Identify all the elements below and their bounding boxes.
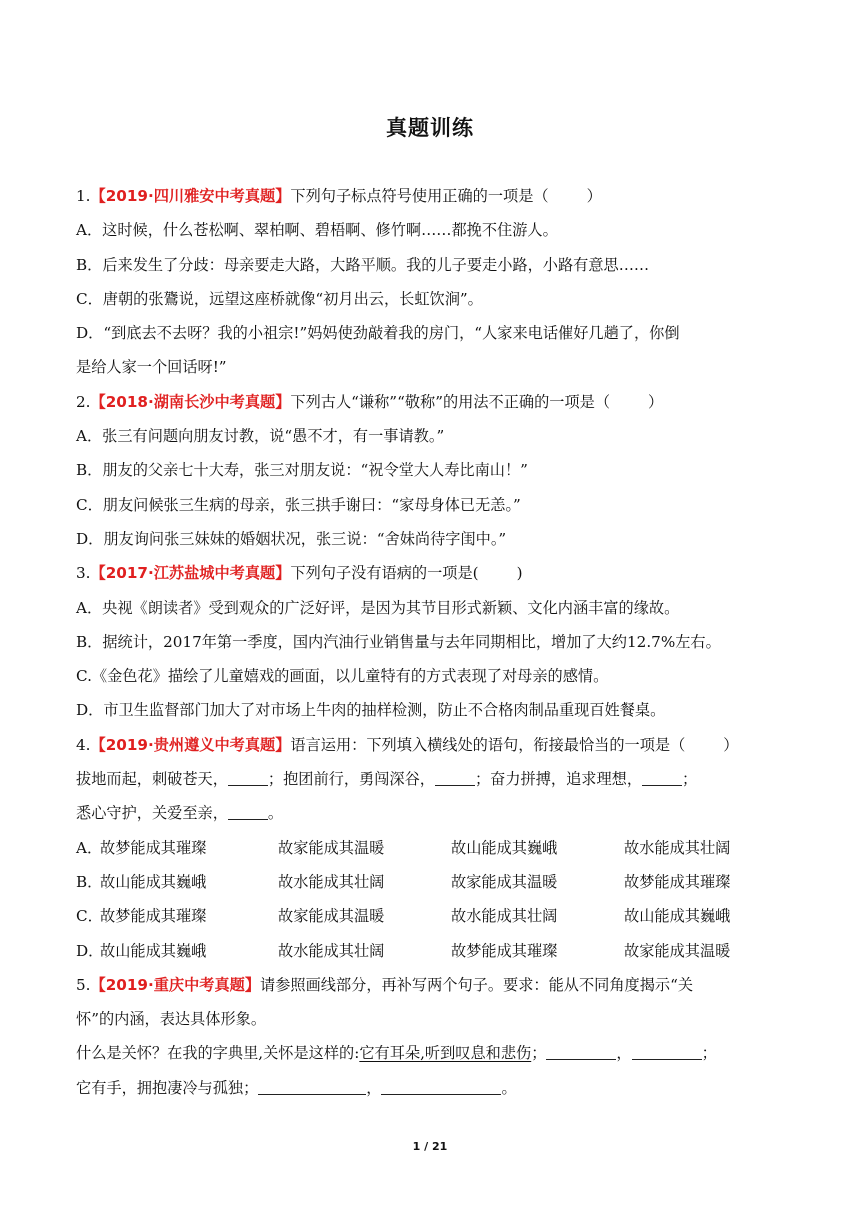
option-item: 故梦能成其璀璨 <box>624 872 731 891</box>
q4-blank-2[interactable] <box>435 769 475 786</box>
option-item: 故家能成其温暖 <box>451 872 558 891</box>
q3-stem-end: ) <box>516 564 523 583</box>
option-item: 故家能成其温暖 <box>624 941 731 960</box>
q1-source: 【2019·四川雅安中考真题】 <box>90 187 291 205</box>
option-item: 故水能成其壮阔 <box>278 941 385 960</box>
q3-source: 【2017·江苏盐城中考真题】 <box>90 564 291 583</box>
q2-option-d: D．朋友询问张三妹妹的婚姻状况，张三说：“舍妹尚待字闺中。” <box>76 529 507 548</box>
q4-option-b <box>76 865 786 899</box>
q2-source: 【2018·湖南长沙中考真题】 <box>90 392 291 411</box>
option-item: 故水能成其壮阔 <box>451 907 558 926</box>
q3-option-b: B．据统计，2017年第一季度，国内汽油行业销售量与去年同期相比，增加了大约12.7%左右。 <box>76 632 721 651</box>
q4-number: 4. <box>76 735 91 754</box>
q5-text-segment: 什么是关怀？在我的字典里,关怀是这样的: <box>76 1044 360 1063</box>
q3-option-d: D．市卫生监督部门加大了对市场上牛肉的抽样检测，防止不合格肉制品重现百姓餐桌。 <box>76 701 666 720</box>
option-label: A． <box>76 838 103 857</box>
q5-stem-line2: 怀”的内涵，表达具体形象。 <box>76 1010 267 1029</box>
page-number: 1 / 21 <box>412 1140 448 1153</box>
q4-source: 【2019·贵州遵义中考真题】 <box>90 735 291 754</box>
option-item: 故山能成其巍峨 <box>100 872 207 891</box>
q5-underlined-example: 它有耳朵,听到叹息和悲伤 <box>359 1044 532 1063</box>
option-item: 故家能成其温暖 <box>278 838 385 857</box>
q4-stem-text: 语言运用：下列填入横线处的语句，衔接最恰当的一项是（ <box>290 735 686 754</box>
question-list <box>76 179 786 1105</box>
option-item: 故水能成其壮阔 <box>624 838 731 857</box>
q5-text-segment: 它有手，拥抱凄冷与孤独； <box>76 1078 259 1097</box>
option-label: D． <box>76 941 104 960</box>
q3-stem-text: 下列句子没有语病的一项是( <box>290 564 479 583</box>
q5-text-segment: ； <box>531 1044 547 1063</box>
q2-option-c: C．朋友问候张三生病的母亲，张三拱手谢曰：“家母身体已无恙。” <box>76 495 521 514</box>
q2-stem-end: ） <box>648 392 664 411</box>
q5-number: 5. <box>76 975 91 994</box>
q1-stem-end: ） <box>586 187 602 205</box>
q5-blank-3[interactable] <box>258 1078 366 1095</box>
option-item: 故梦能成其璀璨 <box>100 907 207 926</box>
q4-text-segment: 悉心守护，关爱至亲， <box>76 804 228 823</box>
q4-text-segment: 拔地而起，刺破苍天， <box>76 770 228 789</box>
q4-option-d <box>76 934 786 968</box>
q5-blank-4[interactable] <box>381 1078 501 1095</box>
q5-stem-text: 请参照画线部分，再补写两个句子。要求：能从不同角度揭示“关 <box>260 975 694 994</box>
q4-stem-end: ） <box>723 735 739 754</box>
q5-text-segment: ， <box>366 1078 382 1097</box>
q5-text-segment: ， <box>616 1044 632 1063</box>
q5-passage-line2 <box>76 1071 786 1105</box>
q4-blank-4[interactable] <box>228 803 268 820</box>
q3-stem <box>76 556 786 590</box>
q2-stem-text: 下列古人“谦称”“敬称”的用法不正确的一项是（ <box>290 392 611 411</box>
q4-text-segment: 。 <box>267 804 284 823</box>
q5-stem <box>76 968 786 1002</box>
q1-number: 1. <box>76 187 91 205</box>
option-label: C． <box>76 907 103 926</box>
q1-option-a: A．这时候，什么苍松啊、翠柏啊、碧梧啊、修竹啊……都挽不住游人。 <box>76 221 558 240</box>
option-item: 故梦能成其璀璨 <box>100 838 207 857</box>
option-label: B． <box>76 872 103 891</box>
q4-option-a <box>76 831 786 865</box>
option-item: 故山能成其巍峨 <box>100 941 207 960</box>
q2-option-a: A．张三有问题向朋友讨教，说“愚不才，有一事请教。” <box>76 427 445 446</box>
q4-text-segment: ；抱团前行，勇闯深谷， <box>267 770 435 789</box>
q5-blank-1[interactable] <box>546 1043 616 1060</box>
q1-option-c: C．唐朝的张鷟说，远望这座桥就像“初月出云，长虹饮涧”。 <box>76 289 483 308</box>
q5-blank-2[interactable] <box>632 1043 702 1060</box>
q5-source: 【2019·重庆中考真题】 <box>90 975 261 994</box>
q4-option-c <box>76 899 786 933</box>
q5-text-segment: ； <box>701 1044 717 1063</box>
option-item: 故山能成其巍峨 <box>451 838 558 857</box>
q5-text-segment: 。 <box>501 1078 517 1097</box>
q4-passage-line2 <box>76 796 786 830</box>
option-item: 故山能成其巍峨 <box>624 907 731 926</box>
q1-option-d-line1: D．“到底去不去呀？我的小祖宗!”妈妈使劲敲着我的房门，“人家来电话催好几趟了，你倒 <box>76 324 680 343</box>
q1-stem <box>76 179 786 213</box>
q2-number: 2. <box>76 392 91 411</box>
q4-text-segment: ；奋力拼搏，追求理想， <box>474 770 642 789</box>
q1-option-b: B．后来发生了分歧：母亲要走大路，大路平顺。我的儿子要走小路，小路有意思…… <box>76 255 650 274</box>
option-item: 故梦能成其璀璨 <box>451 941 558 960</box>
q4-text-segment: ； <box>682 770 698 789</box>
q2-stem <box>76 385 786 419</box>
q4-stem <box>76 728 786 762</box>
q3-number: 3. <box>76 564 91 583</box>
q4-blank-3[interactable] <box>642 769 682 786</box>
q4-passage-line1 <box>76 762 786 796</box>
q2-option-b: B．朋友的父亲七十大寿，张三对朋友说：“祝令堂大人寿比南山！” <box>76 461 528 480</box>
q1-stem-text: 下列句子标点符号使用正确的一项是（ <box>290 187 549 205</box>
page-title: 真题训练 <box>386 116 474 140</box>
q5-passage-line1 <box>76 1036 786 1070</box>
q3-option-c: C.《金色花》描绘了儿童嬉戏的画面，以儿童特有的方式表现了对母亲的感情。 <box>76 667 609 686</box>
option-item: 故水能成其壮阔 <box>278 872 385 891</box>
q3-option-a: A．央视《朗读者》受到观众的广泛好评，是因为其节目形式新颖、文化内涵丰富的缘故。 <box>76 598 680 617</box>
q4-blank-1[interactable] <box>228 769 268 786</box>
q1-option-d-line2: 是给人家一个回话呀!” <box>76 358 227 377</box>
option-item: 故家能成其温暖 <box>278 907 385 926</box>
